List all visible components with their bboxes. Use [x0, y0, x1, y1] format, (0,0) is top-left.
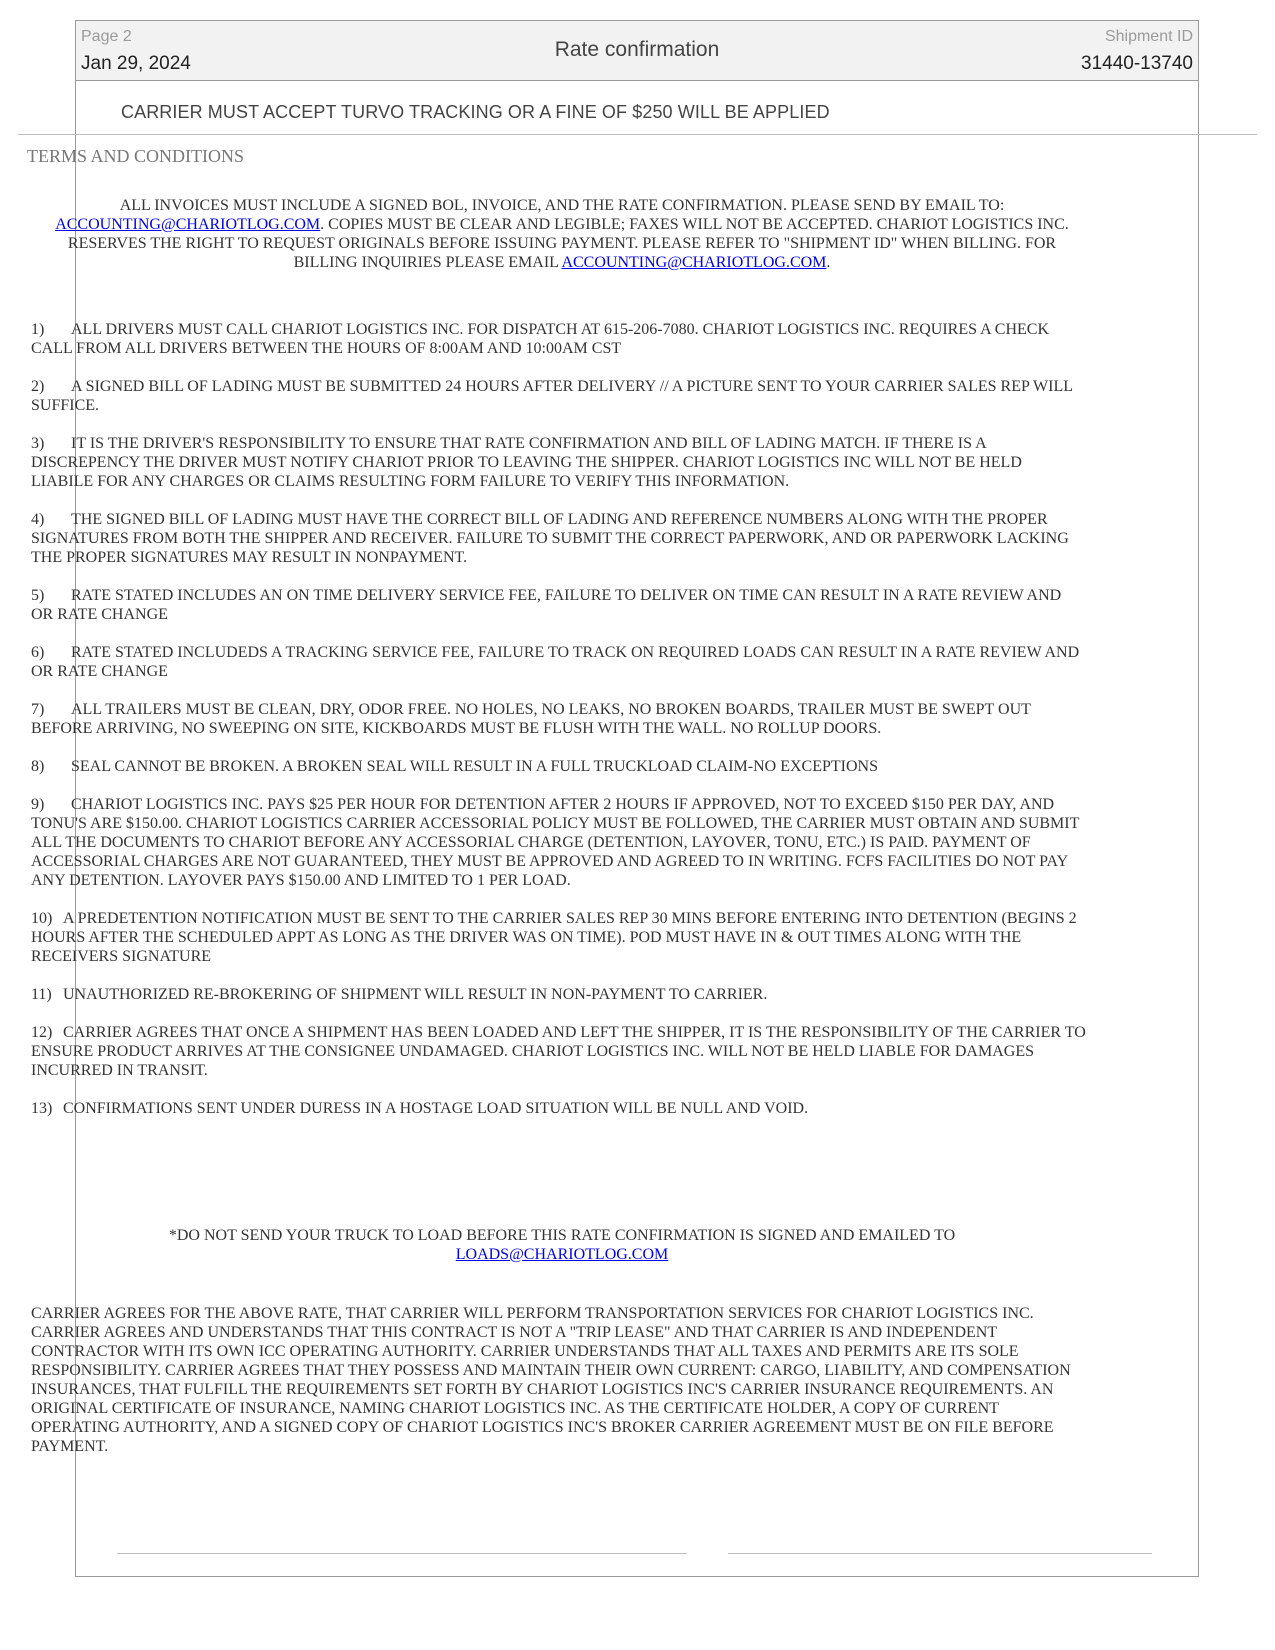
term-number: 7) [31, 701, 45, 718]
term-item [31, 586, 1086, 624]
term-text: CARRIER AGREES THAT ONCE A SHIPMENT HAS BEEN LOADED AND LEFT THE SHIPPER, IT IS THE RESPONSIBILITY OF THE CARRIER TO ENSURE PRODUCT ARRIVES AT THE CONSIGNEE UNDAMAGED. CHARIOT LOGISTICS INC. WILL NOT BE HELD LIABLE FOR DAMAGES INCURRED IN TRANSIT. [31, 1024, 1086, 1079]
term-text: RATE STATED INCLUDEDS A TRACKING SERVICE FEE, FAILURE TO TRACK ON REQUIRED LOADS CAN RESULT IN A RATE REVIEW AND OR RATE CHANGE [31, 644, 1080, 680]
term-item [31, 320, 1086, 358]
term-text: A SIGNED BILL OF LADING MUST BE SUBMITTED 24 HOURS AFTER DELIVERY // A PICTURE SENT TO YOUR CARRIER SALES REP WILL SUFFICE. [31, 378, 1073, 414]
document-date: Jan 29, 2024 [81, 53, 191, 74]
term-item [31, 909, 1086, 966]
terms-list [31, 320, 1086, 1137]
shipment-id-value: 31440-13740 [1081, 53, 1193, 74]
term-item [31, 985, 1086, 1004]
term-item [31, 1099, 1086, 1118]
term-item [31, 757, 1086, 776]
term-text: RATE STATED INCLUDES AN ON TIME DELIVERY SERVICE FEE, FAILURE TO DELIVER ON TIME CAN RESULT IN A RATE REVIEW AND OR RATE CHANGE [31, 587, 1062, 623]
term-item [31, 510, 1086, 567]
signature-line-date [728, 1553, 1152, 1554]
term-item [31, 1023, 1086, 1080]
term-text: IT IS THE DRIVER'S RESPONSIBILITY TO ENSURE THAT RATE CONFIRMATION AND BILL OF LADING MATCH. IF THERE IS A DISCREPENCY THE DRIVER MUST NOTIFY CHARIOT PRIOR TO LEAVING THE SHIPPER. CHARIOT LOGISTICS INC WILL NOT BE HELD LIABILE FOR ANY CHARGES OR CLAIMS RESULTING FORM FAILURE TO VERIFY THIS INFORMATION. [31, 435, 1022, 490]
accounting-email-link[interactable]: ACCOUNTING@CHARIOTLOG.COM [55, 216, 321, 233]
term-text: ALL DRIVERS MUST CALL CHARIOT LOGISTICS INC. FOR DISPATCH AT 615-206-7080. CHARIOT LOGISTICS INC. REQUIRES A CHECK CALL FROM ALL DRIVERS BETWEEN THE HOURS OF 8:00AM AND 10:00AM CST [31, 321, 1050, 357]
billing-text-2: . COPIES MUST BE CLEAR AND LEGIBLE; FAXES WILL NOT BE ACCEPTED. CHARIOT LOGISTICS INC. RESERVES THE RIGHT TO REQUEST ORIGINALS BEFORE ISSUING PAYMENT. PLEASE REFER TO "SHIPMENT ID" WHEN BILLING. FOR BILLING INQUIRIES PLEASE EMAIL [67, 216, 1069, 271]
term-item [31, 377, 1086, 415]
term-number: 9) [31, 796, 45, 813]
loads-email-link[interactable]: LOADS@CHARIOTLOG.COM [455, 1246, 669, 1263]
term-item [31, 434, 1086, 491]
term-number: 3) [31, 435, 45, 452]
term-text: ALL TRAILERS MUST BE CLEAN, DRY, ODOR FREE. NO HOLES, NO LEAKS, NO BROKEN BOARDS, TRAILER MUST BE SWEPT OUT BEFORE ARRIVING, NO SWEEPING ON SITE, KICKBOARDS MUST BE FLUSH WITH THE WALL. NO ROLLUP DOORS. [31, 701, 1031, 737]
term-text: SEAL CANNOT BE BROKEN. A BROKEN SEAL WILL RESULT IN A FULL TRUCKLOAD CLAIM-NO EXCEPTIONS [71, 758, 878, 775]
term-text: UNAUTHORIZED RE-BROKERING OF SHIPMENT WILL RESULT IN NON-PAYMENT TO CARRIER. [63, 986, 768, 1003]
term-number: 11) [31, 986, 52, 1003]
term-text: CHARIOT LOGISTICS INC. PAYS $25 PER HOUR FOR DETENTION AFTER 2 HOURS IF APPROVED, NOT TO EXCEED $150 PER DAY, AND TONU'S ARE $150.00. CHARIOT LOGISTICS CARRIER ACCESSORIAL POLICY MUST BE FOLLOWED, THE CARRIER MUST OBTAIN AND SUBMIT ALL THE DOCUMENTS TO CHARIOT BEFORE ANY ACCESSORIAL CHARGE (DETENTION, LAYOVER, TONU, ETC.) IS PAID. PAYMENT OF ACCESSORIAL CHARGES ARE NOT GUARANTEED, THEY MUST BE APPROVED AND AGREED TO IN WRITING. FCFS FACILITIES DO NOT PAY ANY DETENTION. LAYOVER PAYS $150.00 AND LIMITED TO 1 PER LOAD. [31, 796, 1080, 889]
billing-inquiry-email-link[interactable]: ACCOUNTING@CHARIOTLOG.COM [561, 254, 827, 271]
term-text: CONFIRMATIONS SENT UNDER DURESS IN A HOSTAGE LOAD SITUATION WILL BE NULL AND VOID. [63, 1100, 809, 1117]
page-title: Rate confirmation [554, 38, 720, 61]
term-number: 2) [31, 378, 45, 395]
term-number: 5) [31, 587, 45, 604]
page-header [76, 21, 1198, 81]
terms-heading: TERMS AND CONDITIONS [27, 146, 245, 166]
term-number: 6) [31, 644, 45, 661]
term-item [31, 700, 1086, 738]
term-text: THE SIGNED BILL OF LADING MUST HAVE THE CORRECT BILL OF LADING AND REFERENCE NUMBERS ALONG WITH THE PROPER SIGNATURES FROM BOTH THE SHIPPER AND RECEIVER. FAILURE TO SUBMIT THE CORRECT PAPERWORK, AND OR PAPERWORK LACKING THE PROPER SIGNATURES MAY RESULT IN NONPAYMENT. [31, 511, 1069, 566]
billing-text-1: ALL INVOICES MUST INCLUDE A SIGNED BOL, INVOICE, AND THE RATE CONFIRMATION. PLEASE SEND BY EMAIL TO: [119, 197, 1005, 214]
term-number: 12) [31, 1024, 53, 1041]
tracking-warning: CARRIER MUST ACCEPT TURVO TRACKING OR A FINE OF $250 WILL BE APPLIED [121, 102, 830, 122]
section-divider [18, 134, 1257, 135]
billing-instructions [40, 196, 1084, 272]
term-number: 1) [31, 321, 45, 338]
term-number: 13) [31, 1100, 53, 1117]
page-number-label: Page 2 [81, 28, 132, 45]
term-number: 10) [31, 910, 53, 927]
term-text: A PREDETENTION NOTIFICATION MUST BE SENT TO THE CARRIER SALES REP 30 MINS BEFORE ENTERING INTO DETENTION (BEGINS 2 HOURS AFTER THE SCHEDULED APPT AS LONG AS THE DRIVER WAS ON TIME). POD MUST HAVE IN & OUT TIMES ALONG WITH THE RECEIVERS SIGNATURE [31, 910, 1077, 965]
billing-text-3: . [826, 254, 831, 271]
signature-line-carrier [117, 1553, 687, 1554]
carrier-agreement: CARRIER AGREES FOR THE ABOVE RATE, THAT CARRIER WILL PERFORM TRANSPORTATION SERVICES FOR CHARIOT LOGISTICS INC. CARRIER AGREES AND UNDERSTANDS THAT THIS CONTRACT IS NOT A "TRIP LEASE" AND THAT CARRIER IS AND INDEPENDENT CONTRACTOR WITH ITS OWN ICC OPERATING AUTHORITY. CARRIER UNDERSTANDS THAT ALL TAXES AND PERMITS ARE ITS SOLE RESPONSIBILITY. CARRIER AGREES THAT THEY POSSESS AND MAINTAIN THEIR OWN CURRENT: CARGO, LIABILITY, AND COMPENSATION INSURANCES, THAT FULFILL THE REQUIREMENTS SET FORTH BY CHARIOT LOGISTICS INC'S CARRIER INSURANCE REQUIREMENTS. AN ORIGINAL CERTIFICATE OF INSURANCE, NAMING CHARIOT LOGISTICS INC. AS THE CERTIFICATE HOLDER, A COPY OF CURRENT OPERATING AUTHORITY, AND A SIGNED COPY OF CHARIOT LOGISTICS INC'S BROKER CARRIER AGREEMENT MUST BE ON FILE BEFORE PAYMENT. [31, 1305, 1071, 1455]
term-item [31, 795, 1086, 890]
loading-notice-text: *DO NOT SEND YOUR TRUCK TO LOAD BEFORE THIS RATE CONFIRMATION IS SIGNED AND EMAILED TO [168, 1227, 956, 1244]
term-number: 8) [31, 758, 45, 775]
shipment-id-label: Shipment ID [1104, 28, 1193, 45]
term-item [31, 643, 1086, 681]
term-number: 4) [31, 511, 45, 528]
loading-notice [40, 1226, 1084, 1264]
